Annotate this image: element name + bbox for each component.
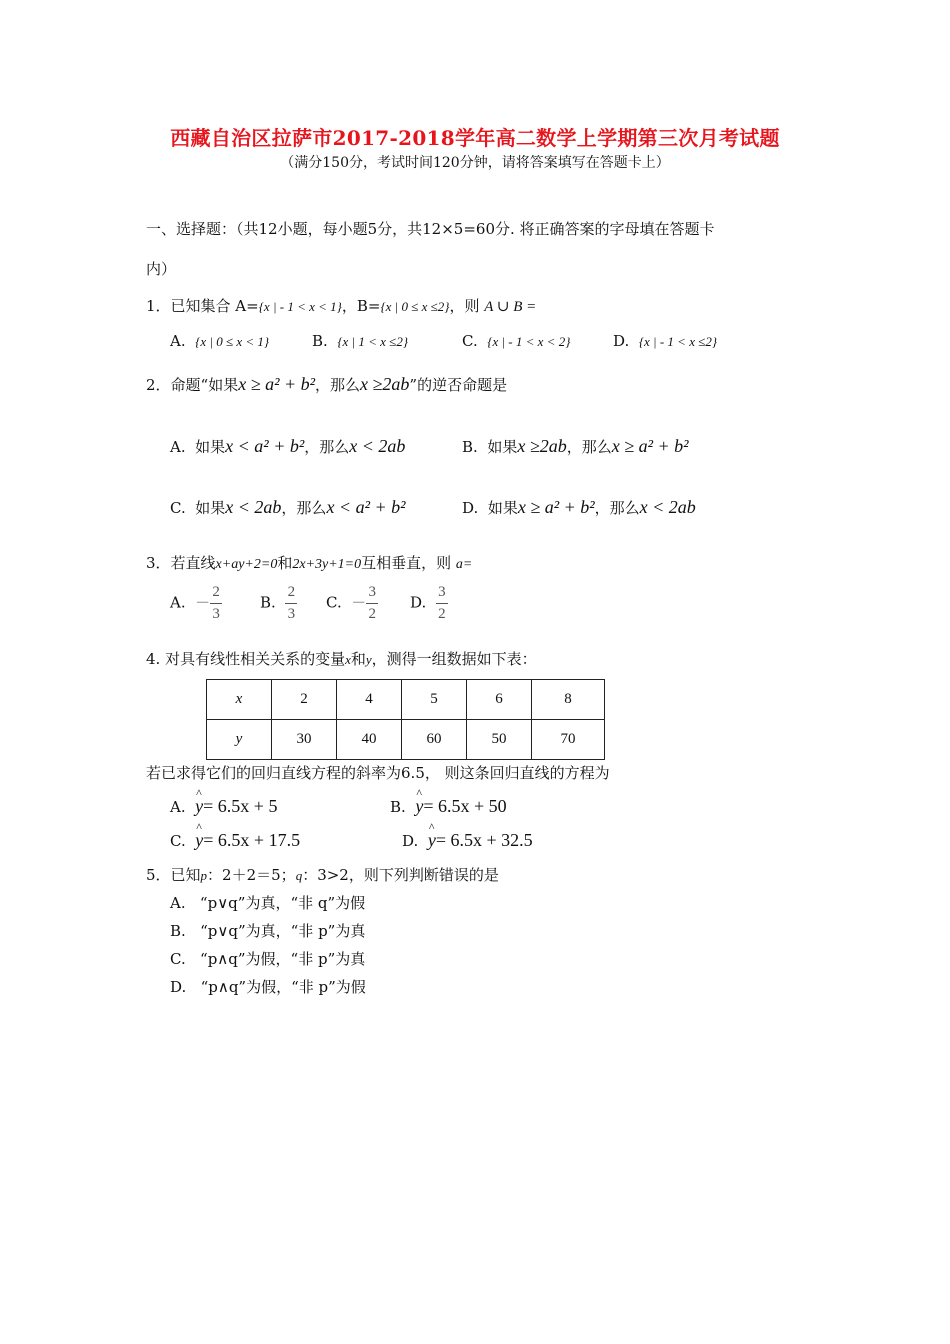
q2-option-c: C. 如果x < 2ab，那么x < a² + b² (170, 497, 406, 517)
q3-line-1: x+ay+2=0 (215, 557, 278, 572)
q1-option-c: C. {x | - 1 < x < 2} (462, 332, 571, 350)
question-2-stem: 2．命题“如果x ≥ a² + b²，那么x ≥2ab”的逆否命题是 (146, 374, 508, 394)
q1-text-c: ，则 (449, 297, 480, 315)
q4-option-a: A. ^ y= 6.5x + 5 (170, 796, 277, 817)
page-title: 西藏自治区拉萨市2017-2018学年高二数学上学期第三次月考试题 (170, 126, 780, 150)
question-4-stem: 4. 对具有线性相关关系的变量x和y，测得一组数据如下表： (146, 650, 537, 668)
q2-option-a: A. 如果x < a² + b²，那么x < 2ab (170, 436, 406, 456)
table-row: x 2 4 5 6 8 (207, 680, 605, 720)
data-table (206, 679, 605, 760)
q3-line-2: 2x+3y+1=0 (292, 557, 362, 572)
q2-condition: x ≥ a² + b² (238, 374, 316, 394)
q2-option-d: D. 如果x ≥ a² + b²，那么x < 2ab (462, 497, 696, 517)
q4-option-d: D. ^ y= 6.5x + 32.5 (402, 830, 533, 851)
q1-option-d: D. {x | - 1 < x ≤2} (613, 332, 718, 350)
q3-option-b: B. $\frac{2}{3}$ (260, 584, 297, 623)
table-row: y 30 40 60 50 70 (207, 720, 605, 760)
q2-option-b: B. 如果x ≥2ab，那么x ≥ a² + b² (462, 436, 689, 456)
q1-union: A ∪ B = (484, 299, 537, 315)
q3-option-c: C. － $\frac{3}{2}$ (326, 584, 378, 623)
q1-option-b: B. {x | 1 < x ≤2} (312, 332, 409, 350)
exam-instructions: （满分150分，考试时间120分钟，请将答案填写在答题卡上） (280, 155, 670, 171)
q5-option-b: B. “p∨q”为真，“非 p”为真 (170, 922, 366, 940)
q5-option-d: D. “p∧q”为假，“非 p”为假 (170, 978, 366, 996)
q1-text-b: ，B= (341, 297, 381, 315)
section-heading-cont: 内） (146, 260, 177, 278)
q1-text-a: 1．已知集合 A= (146, 297, 259, 315)
q2-conclusion: x ≥2ab (360, 374, 410, 394)
question-3-stem: 3．若直线x+ay+2=0和2x+3y+1=0互相垂直，则 a= (146, 554, 473, 572)
question-1-stem (146, 295, 536, 316)
q4-option-c: C. ^ y= 6.5x + 17.5 (170, 830, 300, 851)
q5-option-a: A. “p∨q”为真，“非 q”为假 (170, 894, 366, 912)
q3-option-d: D. $\frac{3}{2}$ (410, 584, 448, 623)
q3-option-a: A. － $\frac{2}{3}$ (170, 584, 222, 623)
q4-option-b: B. ^ y= 6.5x + 50 (390, 796, 507, 817)
question-5-stem: 5．已知p：2＋2＝5；q：3>2，则下列判断错误的是 (146, 866, 499, 884)
q1-set-b: {x | 0 ≤ x ≤2} (380, 299, 450, 314)
q1-option-a: A. {x | 0 ≤ x < 1} (170, 332, 270, 350)
section-heading: 一、选择题：（共12小题，每小题5分，共12×5=60分. 将正确答案的字母填在答题卡 (146, 220, 715, 238)
q1-set-a: {x | - 1 < x < 1} (258, 299, 342, 314)
q4-after-text: 若已求得它们的回归直线方程的斜率为6.5， 则这条回归直线的方程为 (146, 764, 610, 782)
q5-option-c: C. “p∧q”为假，“非 p”为真 (170, 950, 366, 968)
